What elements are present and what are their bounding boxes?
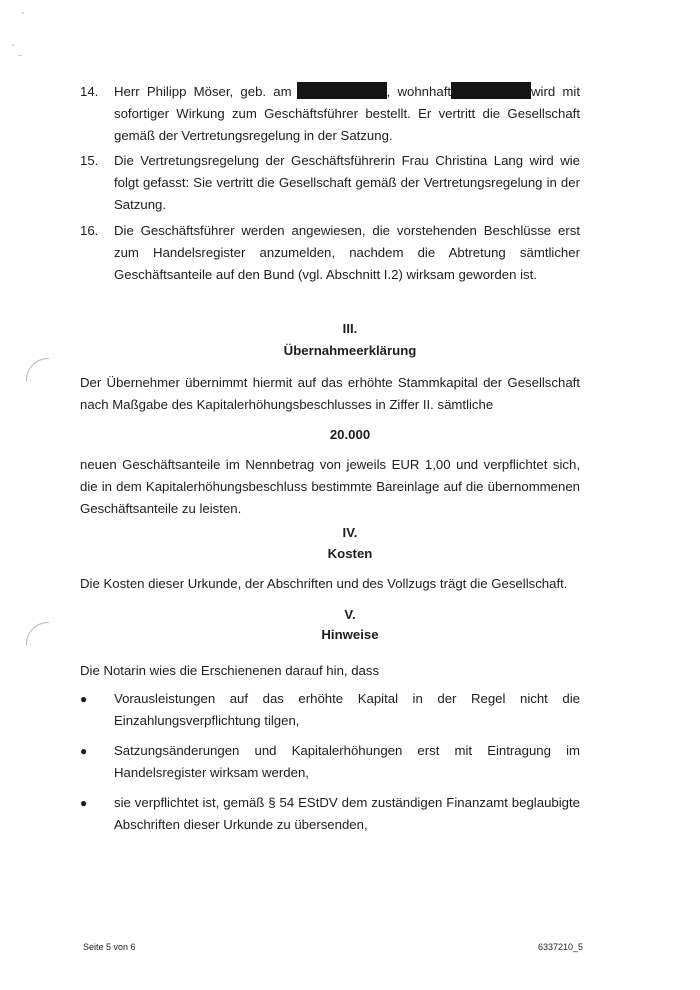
paragraph: neuen Geschäftsanteile im Nennbetrag von jeweils EUR 1,00 und verpflichtet sich, die in dem Kapitalerhöhungsbeschluss bestimmte Bareinlage auf die übernommenen Geschäftsanteile zu leisten. (80, 457, 580, 516)
item-text: Die Vertretungsregelung der Geschäftsführerin Frau Christina Lang wird wie folgt gefasst: Sie vertritt die Gesellschaft gemäß der Vertretungsregelung in der Satzung. (114, 153, 580, 212)
page-number: Seite 5 von 6 (83, 942, 136, 952)
bullet-dot-icon: ● (80, 796, 88, 810)
bullet-text: Satzungsänderungen und Kapitalerhöhungen erst mit Eintragung im Handelsregister wirksam werden, (114, 743, 580, 780)
bullet-item (80, 740, 580, 784)
bullet-text: sie verpflichtet ist, gemäß § 54 EStDV dem zuständigen Finanzamt beglaubigte Abschriften dieser Urkunde zu übersenden, (114, 795, 580, 832)
item-number: 14. (80, 84, 99, 99)
paragraph: Der Übernehmer übernimmt hiermit auf das erhöhte Stammkapital der Gesellschaft nach Maßgabe des Kapitalerhöhungsbeschlusses in Ziffer II. sämtliche (80, 375, 580, 412)
item-text: Die Geschäftsführer werden angewiesen, die vorstehenden Beschlüsse erst zum Handelsregister anzumelden, nachdem die Abtretung sämtlicher Geschäftsanteile auf den Bund (vgl. Abschnitt I.2) wirksam geworden ist. (114, 223, 580, 282)
bullet-dot-icon: ● (80, 692, 88, 706)
bullet-dot-icon: ● (80, 744, 88, 758)
redaction-block (297, 82, 387, 99)
item-text-part: wird mit sofortiger Wirkung zum Geschäftsführer bestellt. Er vertritt die Gesellschaft gemäß der Vertretungsregelung in der Satzung. (114, 84, 580, 143)
section-title: Kosten (327, 546, 373, 561)
share-amount: 20.000 (329, 427, 371, 442)
scan-speck (22, 12, 24, 14)
bullet-item (80, 688, 580, 732)
bullet-text: Vorausleistungen auf das erhöhte Kapital in der Regel nicht die Einzahlungsverpflichtung tilgen, (114, 691, 580, 728)
item-text-part: , wohnhaft (386, 84, 452, 99)
item-number: 16. (80, 223, 99, 238)
item-text (114, 81, 580, 147)
section-roman-numeral: IV. (342, 525, 358, 540)
paragraph: Die Notarin wies die Erschienenen darauf hin, dass (80, 663, 380, 678)
section-title: Hinweise (321, 627, 379, 642)
paragraph: Die Kosten dieser Urkunde, der Abschriften und des Vollzugs trägt die Gesellschaft. (80, 576, 568, 591)
bullet-item (80, 792, 580, 836)
list-item-15 (80, 150, 580, 216)
section-title: Übernahmeerklärung (283, 343, 417, 358)
item-number: 15. (80, 153, 99, 168)
redaction-block (451, 82, 531, 99)
list-item-16 (80, 220, 580, 286)
section-roman-numeral: V. (344, 607, 356, 622)
section-roman-numeral: III. (342, 321, 358, 336)
document-id: 6337210_5 (538, 942, 584, 952)
scan-speck (18, 55, 22, 56)
scan-speck (12, 44, 14, 46)
item-text-part: Herr Philipp Möser, geb. am (114, 84, 292, 99)
list-item-14 (80, 81, 580, 147)
